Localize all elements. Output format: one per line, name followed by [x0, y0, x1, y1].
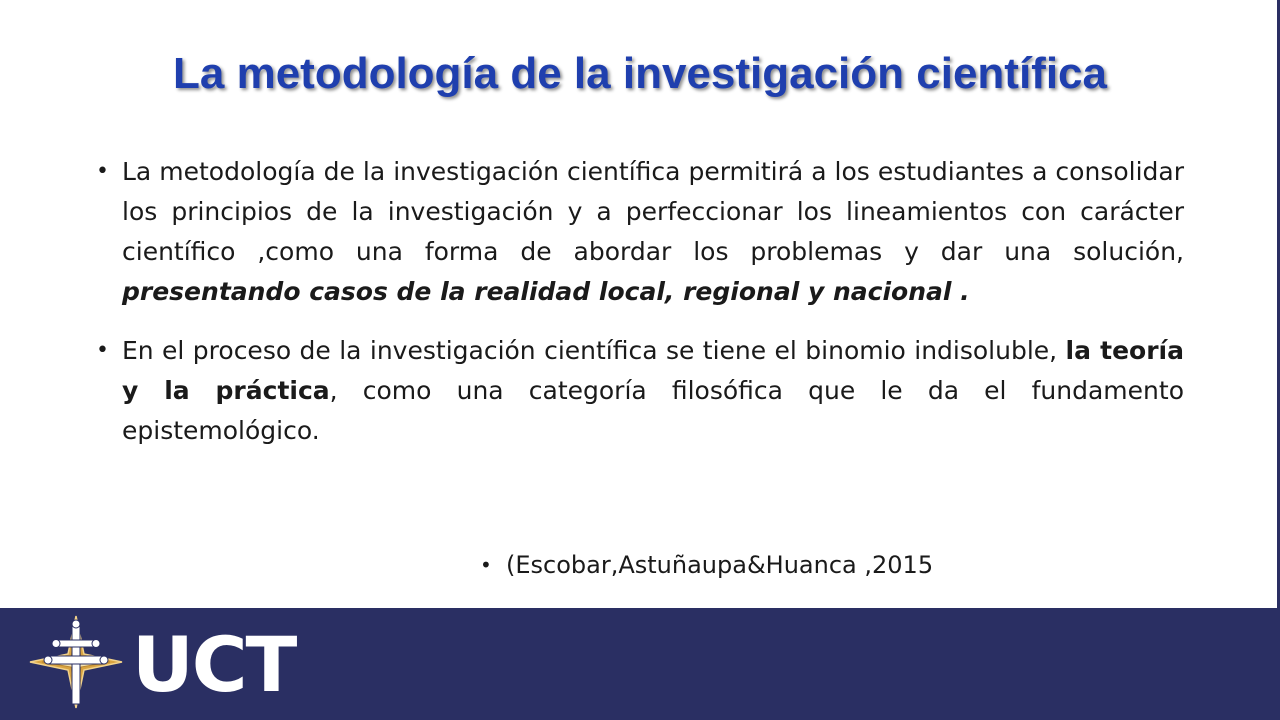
bullet-item-2: [96, 331, 1184, 451]
bullet-1-emphasis: presentando casos de la realidad local, regional y nacional .: [122, 277, 970, 306]
bullet-2-text-before: En el proceso de la investigación científica se tiene el binomio indisoluble,: [122, 336, 1066, 365]
bullet-2-text-after: , como una categoría filosófica que le da el fundamento epistemológico.: [122, 376, 1184, 445]
uct-logo-text: UCT: [132, 620, 296, 709]
slide-content: [96, 152, 1184, 470]
cross-emblem-icon: [28, 614, 124, 710]
bullet-2-bold: la teoría y la práctica: [122, 336, 1184, 405]
citation: • (Escobar,Astuñaupa&Huanca ,2015: [480, 547, 933, 583]
slide-title: La metodología de la investigación científica: [173, 49, 1107, 98]
bullet-item-1: [96, 152, 1184, 312]
bullet-1-text: La metodología de la investigación científica permitirá a los estudiantes a consolidar los principios de la investigación y a perfeccionar los lineamientos con carácter científico ,como una forma de abordar los problemas y dar una solución,: [122, 157, 1184, 266]
